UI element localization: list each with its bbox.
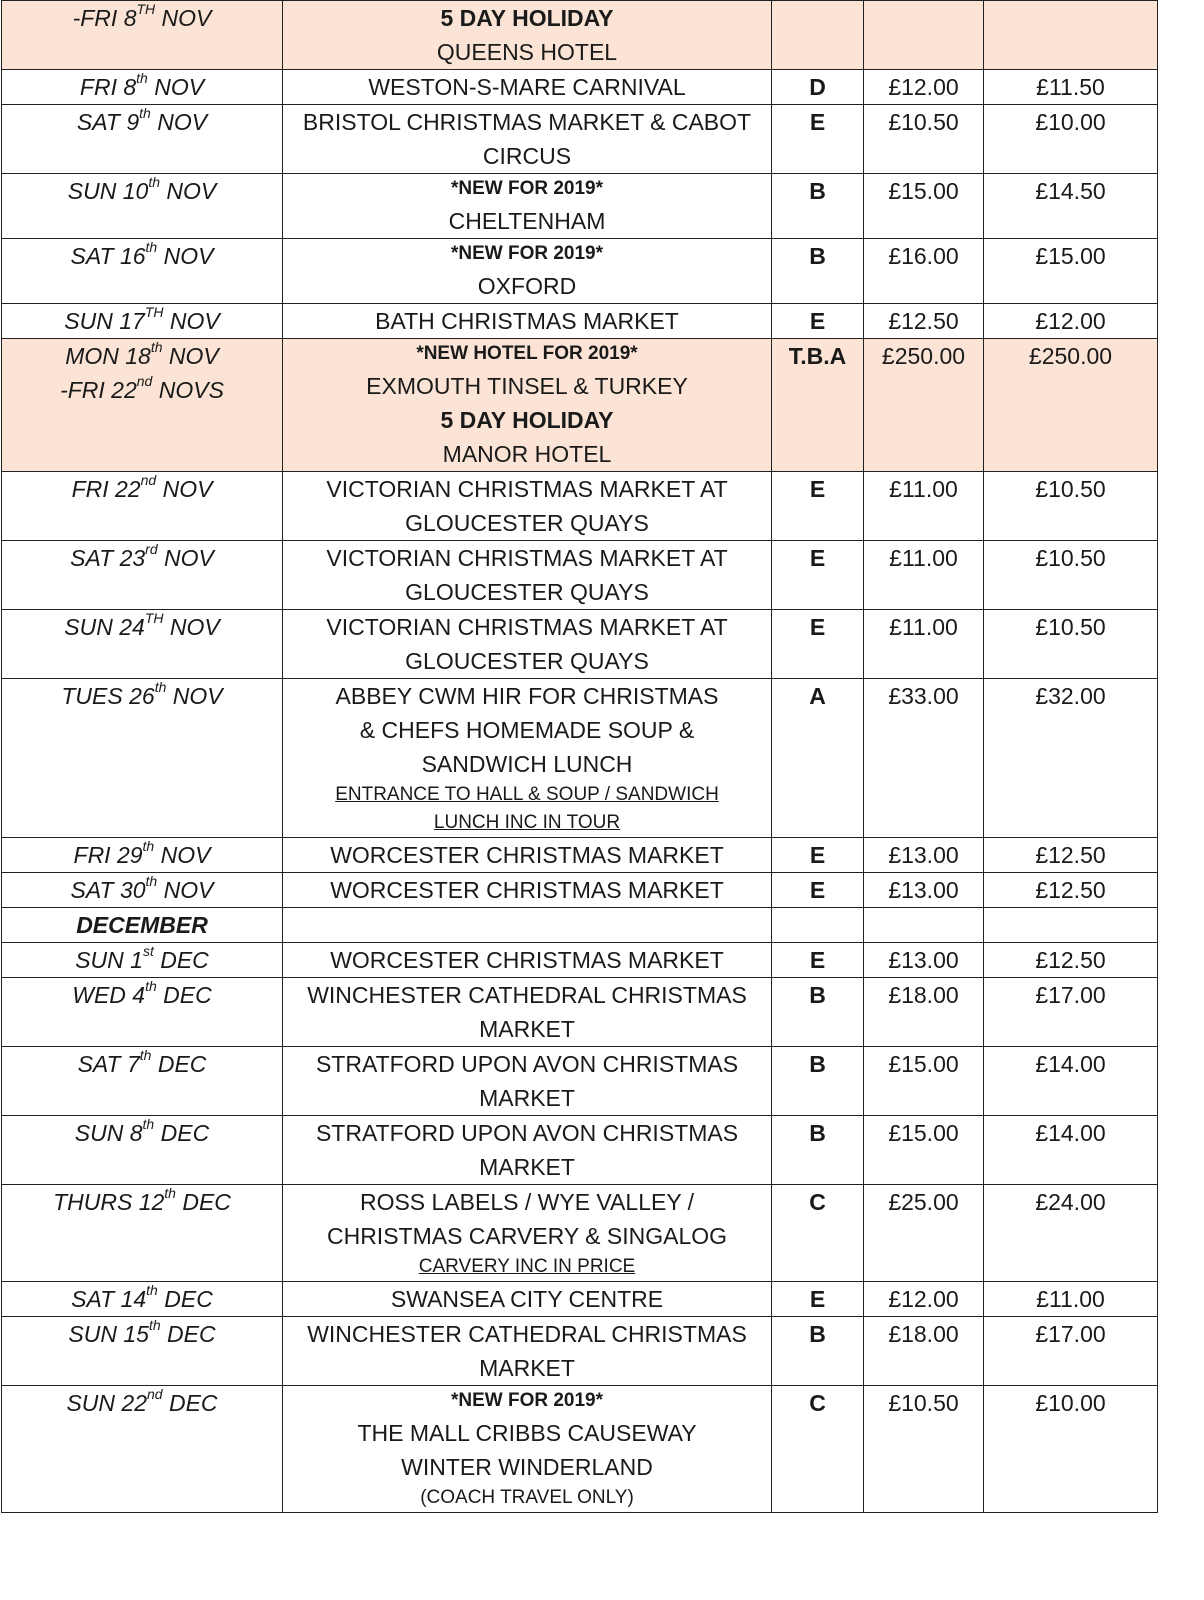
grade-cell: B: [772, 239, 864, 304]
date-ordinal: st: [142, 943, 154, 959]
description-cell: [283, 174, 772, 239]
tour-row: [2, 679, 1158, 838]
tour-row: [2, 1386, 1158, 1513]
date-day: WED 4: [72, 982, 146, 1008]
description-line: CARVERY INC IN PRICE: [418, 1256, 636, 1277]
date-month: NOVS: [152, 377, 224, 403]
date-line: [2, 1116, 282, 1150]
description-line: SWANSEA CITY CENTRE: [390, 1286, 664, 1312]
description-line: BATH CHRISTMAS MARKET: [375, 308, 679, 334]
date-line: [2, 838, 282, 872]
price-cell: £10.50: [984, 541, 1158, 610]
date-line: [2, 1317, 282, 1351]
price-cell: £13.00: [864, 873, 984, 908]
price-cell: £12.00: [864, 1282, 984, 1317]
description-cell: [283, 1185, 772, 1282]
price-cell: £14.00: [984, 1116, 1158, 1185]
date-cell: [2, 174, 283, 239]
date-day: SAT 16: [70, 243, 146, 269]
tour-row: [2, 472, 1158, 541]
grade-cell: C: [772, 1185, 864, 1282]
date-cell: [2, 304, 283, 339]
date-line: [2, 978, 282, 1012]
price-cell: £17.00: [984, 1317, 1158, 1386]
description-line: MANOR HOTEL: [442, 441, 612, 467]
tour-row: [2, 610, 1158, 679]
date-ordinal: th: [150, 339, 163, 355]
date-line: [2, 304, 282, 338]
date-month: DEC: [162, 1390, 218, 1416]
date-ordinal: th: [145, 978, 157, 994]
tour-row: [2, 943, 1158, 978]
price-cell: £11.00: [864, 610, 984, 679]
price-cell: £10.50: [984, 472, 1158, 541]
description-line: WINCHESTER CATHEDRAL CHRISTMAS: [307, 1321, 747, 1347]
description-cell: [283, 1386, 772, 1513]
date-line: [2, 1282, 282, 1316]
date-month: NOV: [166, 683, 223, 709]
date-day: SUN 24: [64, 614, 145, 640]
grade-cell: E: [772, 610, 864, 679]
date-cell: [2, 541, 283, 610]
description-cell: [283, 105, 772, 174]
grade-cell: B: [772, 1116, 864, 1185]
date-line: [2, 610, 282, 644]
date-ordinal: TH: [144, 610, 164, 626]
grade-cell: E: [772, 105, 864, 174]
date-cell: [2, 239, 283, 304]
price-cell: £10.00: [984, 1386, 1158, 1513]
description-cell: [283, 873, 772, 908]
description-line: CHRISTMAS CARVERY & SINGALOG: [326, 1223, 728, 1249]
date-month: NOV: [157, 243, 214, 269]
date-ordinal: nd: [147, 1386, 163, 1402]
tour-row: [2, 1047, 1158, 1116]
description-cell: [283, 1282, 772, 1317]
description-cell: [283, 339, 772, 472]
price-cell: £10.50: [864, 1386, 984, 1513]
date-ordinal: th: [136, 70, 148, 86]
date-month: DEC: [175, 1189, 231, 1215]
date-day: SAT 23: [70, 545, 146, 571]
price-cell: £18.00: [864, 1317, 984, 1386]
date-cell: [2, 610, 283, 679]
price-cell: £15.00: [864, 1116, 984, 1185]
price-cell: £10.00: [984, 105, 1158, 174]
description-cell: [283, 943, 772, 978]
price-cell: £16.00: [864, 239, 984, 304]
date-cell: [2, 1116, 283, 1185]
price-cell: £17.00: [984, 978, 1158, 1047]
date-day: MON 18: [65, 343, 151, 369]
date-cell: [2, 1317, 283, 1386]
description-line: 5 DAY HOLIDAY: [440, 407, 614, 433]
date-ordinal: th: [148, 1317, 161, 1333]
date-cell: [2, 339, 283, 472]
price-cell: £15.00: [864, 1047, 984, 1116]
price-cell: £12.00: [864, 70, 984, 105]
date-line: [2, 1, 282, 35]
date-line: [2, 105, 282, 139]
date-day: SUN 22: [66, 1390, 147, 1416]
grade-cell: C: [772, 1386, 864, 1513]
price-cell: £18.00: [864, 978, 984, 1047]
date-ordinal: th: [164, 1185, 176, 1201]
date-ordinal: TH: [144, 304, 164, 320]
date-month: DEC: [160, 1321, 216, 1347]
date-day: SUN 15: [68, 1321, 149, 1347]
tour-row: [2, 1282, 1158, 1317]
date-month: NOV: [157, 545, 214, 571]
price-cell: £15.00: [984, 239, 1158, 304]
date-ordinal: th: [148, 174, 160, 190]
date-line: [2, 174, 282, 208]
tour-row: [2, 239, 1158, 304]
date-day: FRI 8: [79, 74, 137, 100]
description-line: GLOUCESTER QUAYS: [405, 579, 649, 605]
date-day: FRI 29: [73, 842, 143, 868]
date-day: SUN 8: [74, 1120, 143, 1146]
description-line: QUEENS HOTEL: [436, 39, 618, 65]
price-cell: £32.00: [984, 679, 1158, 838]
grade-cell: D: [772, 70, 864, 105]
date-day: -FRI 22: [60, 377, 137, 403]
price-cell: £250.00: [984, 339, 1158, 472]
description-line: MARKET: [479, 1154, 575, 1180]
price-cell: £11.00: [864, 541, 984, 610]
description-line: WORCESTER CHRISTMAS MARKET: [330, 877, 724, 903]
price-cell: [984, 1, 1158, 70]
date-cell: [2, 838, 283, 873]
price-cell: £11.50: [984, 70, 1158, 105]
description-line: THE MALL CRIBBS CAUSEWAY: [357, 1420, 697, 1446]
description-cell: [283, 838, 772, 873]
description-line: ROSS LABELS / WYE VALLEY /: [359, 1189, 695, 1215]
description-line: WORCESTER CHRISTMAS MARKET: [330, 947, 724, 973]
date-month: DEC: [153, 947, 209, 973]
description-line: CIRCUS: [482, 143, 572, 169]
price-cell: £25.00: [864, 1185, 984, 1282]
grade-cell: E: [772, 1282, 864, 1317]
description-line: 5 DAY HOLIDAY: [440, 5, 614, 31]
description-line: *NEW FOR 2019*: [450, 243, 604, 264]
date-line: [2, 1185, 282, 1219]
date-day: FRI 22: [71, 476, 141, 502]
date-cell: [2, 943, 283, 978]
price-cell: £15.00: [864, 174, 984, 239]
tour-schedule-table: [1, 0, 1158, 1513]
description-line: (COACH TRAVEL ONLY): [420, 1487, 634, 1508]
date-line: [2, 943, 282, 977]
date-month: NOV: [155, 5, 212, 31]
description-line: ENTRANCE TO HALL & SOUP / SANDWICH: [335, 784, 719, 805]
date-line: [2, 339, 282, 373]
date-month: NOV: [154, 842, 211, 868]
date-cell: [2, 679, 283, 838]
empty-cell: [984, 908, 1158, 943]
description-cell: [283, 679, 772, 838]
price-cell: £12.50: [984, 838, 1158, 873]
date-ordinal: th: [154, 679, 167, 695]
description-cell: [283, 304, 772, 339]
tour-schedule-body: [2, 1, 1158, 1513]
description-line: MARKET: [479, 1016, 575, 1042]
date-day: SAT 9: [76, 109, 140, 135]
description-line: CHELTENHAM: [448, 208, 606, 234]
date-day: SUN 1: [75, 947, 143, 973]
date-ordinal: th: [145, 239, 158, 255]
price-cell: £12.50: [984, 873, 1158, 908]
date-line: [2, 679, 282, 713]
price-cell: £13.00: [864, 943, 984, 978]
grade-cell: [772, 1, 864, 70]
date-line: [2, 70, 282, 104]
price-cell: £12.50: [864, 304, 984, 339]
date-month: DEC: [151, 1051, 207, 1077]
description-line: MARKET: [479, 1355, 575, 1381]
tour-row: [2, 873, 1158, 908]
date-cell: [2, 873, 283, 908]
date-month: NOV: [157, 877, 214, 903]
date-line: [2, 239, 282, 273]
date-ordinal: th: [145, 873, 158, 889]
date-cell: [2, 105, 283, 174]
price-cell: £10.50: [864, 105, 984, 174]
grade-cell: E: [772, 541, 864, 610]
description-line: LUNCH INC IN TOUR: [433, 812, 621, 833]
date-day: SUN 17: [64, 308, 145, 334]
description-cell: [283, 1047, 772, 1116]
date-line: [2, 873, 282, 907]
tour-row: [2, 70, 1158, 105]
price-cell: £250.00: [864, 339, 984, 472]
month-heading: DECEMBER: [2, 908, 283, 943]
description-line: *NEW FOR 2019*: [450, 1390, 604, 1411]
tour-row: [2, 174, 1158, 239]
tour-row: [2, 105, 1158, 174]
price-cell: £33.00: [864, 679, 984, 838]
date-ordinal: th: [139, 105, 151, 121]
price-cell: £14.50: [984, 174, 1158, 239]
grade-cell: E: [772, 472, 864, 541]
date-ordinal: nd: [136, 373, 153, 389]
grade-cell: E: [772, 873, 864, 908]
date-month: NOV: [150, 109, 208, 135]
date-cell: [2, 1047, 283, 1116]
date-line: [2, 373, 282, 407]
price-cell: £12.50: [984, 943, 1158, 978]
tour-row: [2, 304, 1158, 339]
description-line: GLOUCESTER QUAYS: [405, 510, 649, 536]
description-line: ABBEY CWM HIR FOR CHRISTMAS: [335, 683, 719, 709]
grade-cell: E: [772, 304, 864, 339]
date-day: TUES 26: [61, 683, 155, 709]
grade-cell: E: [772, 943, 864, 978]
price-cell: £11.00: [864, 472, 984, 541]
date-line: [2, 1386, 282, 1420]
date-day: -FRI 8: [72, 5, 137, 31]
price-cell: £11.00: [984, 1282, 1158, 1317]
grade-cell: B: [772, 174, 864, 239]
tour-row: [2, 339, 1158, 472]
description-cell: [283, 472, 772, 541]
date-ordinal: th: [139, 1047, 152, 1063]
date-cell: [2, 472, 283, 541]
month-row: [2, 908, 1158, 943]
description-cell: [283, 1317, 772, 1386]
date-day: SAT 14: [71, 1286, 147, 1312]
date-ordinal: th: [146, 1282, 158, 1298]
date-month: NOV: [163, 614, 220, 640]
tour-row: [2, 978, 1158, 1047]
date-day: SUN 10: [67, 178, 149, 204]
date-line: [2, 1047, 282, 1081]
date-line: [2, 541, 282, 575]
description-cell: [283, 70, 772, 105]
price-cell: £12.00: [984, 304, 1158, 339]
date-cell: [2, 1, 283, 70]
date-month: NOV: [163, 308, 220, 334]
price-cell: £24.00: [984, 1185, 1158, 1282]
description-line: WESTON-S-MARE CARNIVAL: [368, 74, 686, 100]
empty-cell: [772, 908, 864, 943]
description-cell: [283, 978, 772, 1047]
description-line: *NEW HOTEL FOR 2019*: [416, 343, 638, 364]
date-ordinal: nd: [140, 472, 157, 488]
grade-cell: E: [772, 838, 864, 873]
description-line: GLOUCESTER QUAYS: [405, 648, 649, 674]
grade-cell: B: [772, 1047, 864, 1116]
tour-row: [2, 1317, 1158, 1386]
description-line: STRATFORD UPON AVON CHRISTMAS: [315, 1051, 739, 1077]
grade-cell: B: [772, 978, 864, 1047]
date-month: NOV: [162, 343, 219, 369]
date-month: DEC: [157, 1286, 213, 1312]
description-line: MARKET: [479, 1085, 575, 1111]
date-cell: [2, 1282, 283, 1317]
date-month: NOV: [156, 476, 213, 502]
date-month: NOV: [160, 178, 217, 204]
date-day: THURS 12: [53, 1189, 165, 1215]
date-day: SAT 7: [77, 1051, 140, 1077]
date-ordinal: th: [142, 1116, 155, 1132]
description-cell: [283, 1116, 772, 1185]
empty-cell: [864, 908, 984, 943]
tour-row: [2, 838, 1158, 873]
price-cell: £13.00: [864, 838, 984, 873]
description-line: VICTORIAN CHRISTMAS MARKET AT: [326, 614, 728, 640]
grade-cell: B: [772, 1317, 864, 1386]
grade-cell: T.B.A: [772, 339, 864, 472]
date-cell: [2, 70, 283, 105]
description-line: *NEW FOR 2019*: [450, 178, 604, 199]
tour-row: [2, 1185, 1158, 1282]
empty-cell: [283, 908, 772, 943]
date-ordinal: th: [142, 838, 155, 854]
description-cell: [283, 610, 772, 679]
date-ordinal: TH: [136, 1, 156, 17]
description-line: WORCESTER CHRISTMAS MARKET: [330, 842, 724, 868]
date-cell: [2, 1386, 283, 1513]
description-cell: [283, 239, 772, 304]
description-line: VICTORIAN CHRISTMAS MARKET AT: [326, 545, 728, 571]
date-ordinal: rd: [145, 541, 158, 557]
tour-row: [2, 1, 1158, 70]
description-line: BRISTOL CHRISTMAS MARKET & CABOT: [302, 109, 752, 135]
date-line: [2, 472, 282, 506]
tour-row: [2, 541, 1158, 610]
description-line: EXMOUTH TINSEL & TURKEY: [366, 373, 688, 399]
date-month: DEC: [156, 982, 212, 1008]
date-day: SAT 30: [70, 877, 146, 903]
description-line: & CHEFS HOMEMADE SOUP &: [359, 717, 695, 743]
price-cell: £14.00: [984, 1047, 1158, 1116]
description-line: SANDWICH LUNCH: [421, 751, 633, 777]
date-cell: [2, 978, 283, 1047]
description-cell: [283, 1, 772, 70]
tour-row: [2, 1116, 1158, 1185]
description-cell: [283, 541, 772, 610]
description-line: STRATFORD UPON AVON CHRISTMAS: [315, 1120, 739, 1146]
date-month: DEC: [154, 1120, 210, 1146]
description-line: WINTER WINDERLAND: [401, 1454, 653, 1480]
price-cell: [864, 1, 984, 70]
date-month: NOV: [147, 74, 205, 100]
description-line: OXFORD: [477, 273, 577, 299]
grade-cell: A: [772, 679, 864, 838]
date-cell: [2, 1185, 283, 1282]
description-line: VICTORIAN CHRISTMAS MARKET AT: [326, 476, 728, 502]
price-cell: £10.50: [984, 610, 1158, 679]
description-line: WINCHESTER CATHEDRAL CHRISTMAS: [307, 982, 747, 1008]
